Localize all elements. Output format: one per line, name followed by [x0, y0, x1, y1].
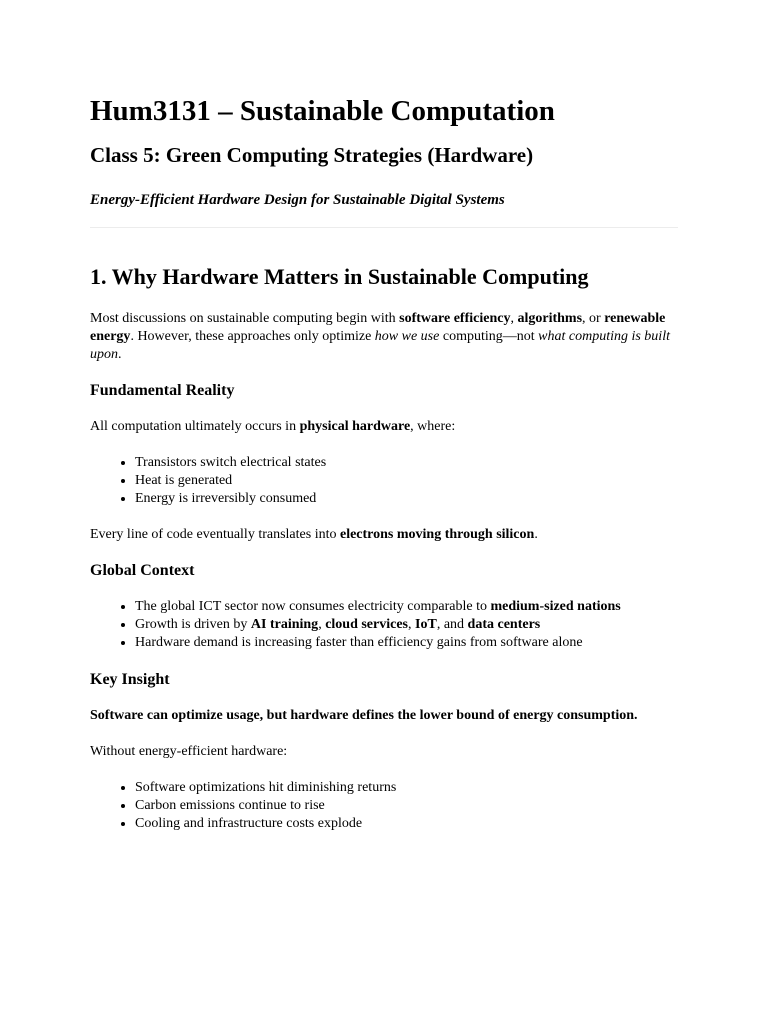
list-item: • Hardware demand is increasing faster than efficiency gains from software alone [135, 634, 678, 652]
document-tagline: Energy-Efficient Hardware Design for Sustainable Digital Systems [90, 192, 505, 208]
list-item: • Energy is irreversibly consumed [135, 490, 678, 508]
list-item: • Software optimizations hit diminishing returns [135, 779, 678, 797]
intro-bold-software-efficiency: software efficiency [399, 311, 511, 326]
gc-b2-bold-iot: IoT [415, 617, 437, 632]
gc-b2-sep: , [408, 617, 416, 632]
list-item: • Carbon emissions continue to rise [135, 797, 678, 815]
gc-b2-sep: , [318, 617, 326, 632]
document-subtitle: Class 5: Green Computing Strategies (Hardware) [90, 143, 534, 167]
fundamental-reality-list [90, 454, 678, 508]
gc-b2-text: Growth is driven by [135, 617, 251, 632]
section-title: 1. Why Hardware Matters in Sustainable Computing [90, 264, 589, 289]
fr-text-post: , where: [410, 419, 456, 434]
intro-italic-how-we-use: how we use [374, 329, 440, 344]
closing-text-pre: Every line of code eventually translates into [90, 527, 340, 542]
global-context-heading: Global Context [90, 562, 195, 579]
key-insight-heading: Key Insight [90, 671, 170, 688]
list-item [135, 616, 678, 634]
key-insight-statement: Software can optimize usage, but hardware defines the lower bound of energy consumption. [90, 708, 638, 723]
without-list [90, 779, 678, 833]
fr-text-pre: All computation ultimately occurs in [90, 419, 300, 434]
intro-text: Most discussions on sustainable computing begin with [90, 311, 400, 326]
closing-text-post: . [534, 527, 538, 542]
list-item [135, 598, 678, 616]
intro-paragraph [90, 310, 678, 364]
list-item: • Transistors switch electrical states [135, 454, 678, 472]
global-context-list [90, 598, 678, 652]
closing-paragraph [90, 526, 678, 544]
fundamental-reality-paragraph [90, 418, 678, 436]
list-item: • Heat is generated [135, 472, 678, 490]
intro-text: . [118, 347, 122, 362]
gc-b2-bold-data-centers: data centers [467, 617, 541, 632]
intro-text: , or [582, 311, 605, 326]
without-paragraph: Without energy-efficient hardware: [90, 744, 288, 759]
gc-b1-bold: medium-sized nations [490, 599, 621, 614]
gc-b2-sep: , and [436, 617, 468, 632]
intro-text: . However, these approaches only optimize [130, 329, 375, 344]
gc-b2-bold-ai-training: AI training [250, 617, 319, 632]
list-item: • Cooling and infrastructure costs explode [135, 815, 678, 833]
closing-bold: electrons moving through silicon [339, 527, 535, 542]
intro-bold-renewable-energy: renewable energy [90, 311, 666, 344]
gc-b2-bold-cloud-services: cloud services [325, 617, 409, 632]
section-divider [90, 227, 678, 228]
intro-bold-algorithms: algorithms [517, 311, 583, 326]
document-title: Hum3131 – Sustainable Computation [90, 95, 555, 127]
intro-italic-what-computing: what computing is built upon [90, 329, 670, 362]
fundamental-reality-heading: Fundamental Reality [90, 382, 235, 399]
intro-text: computing—not [439, 329, 539, 344]
gc-b1-text: The global ICT sector now consumes electricity comparable to [135, 599, 491, 614]
intro-text: , [510, 311, 518, 326]
fr-bold-physical-hardware: physical hardware [299, 419, 411, 434]
